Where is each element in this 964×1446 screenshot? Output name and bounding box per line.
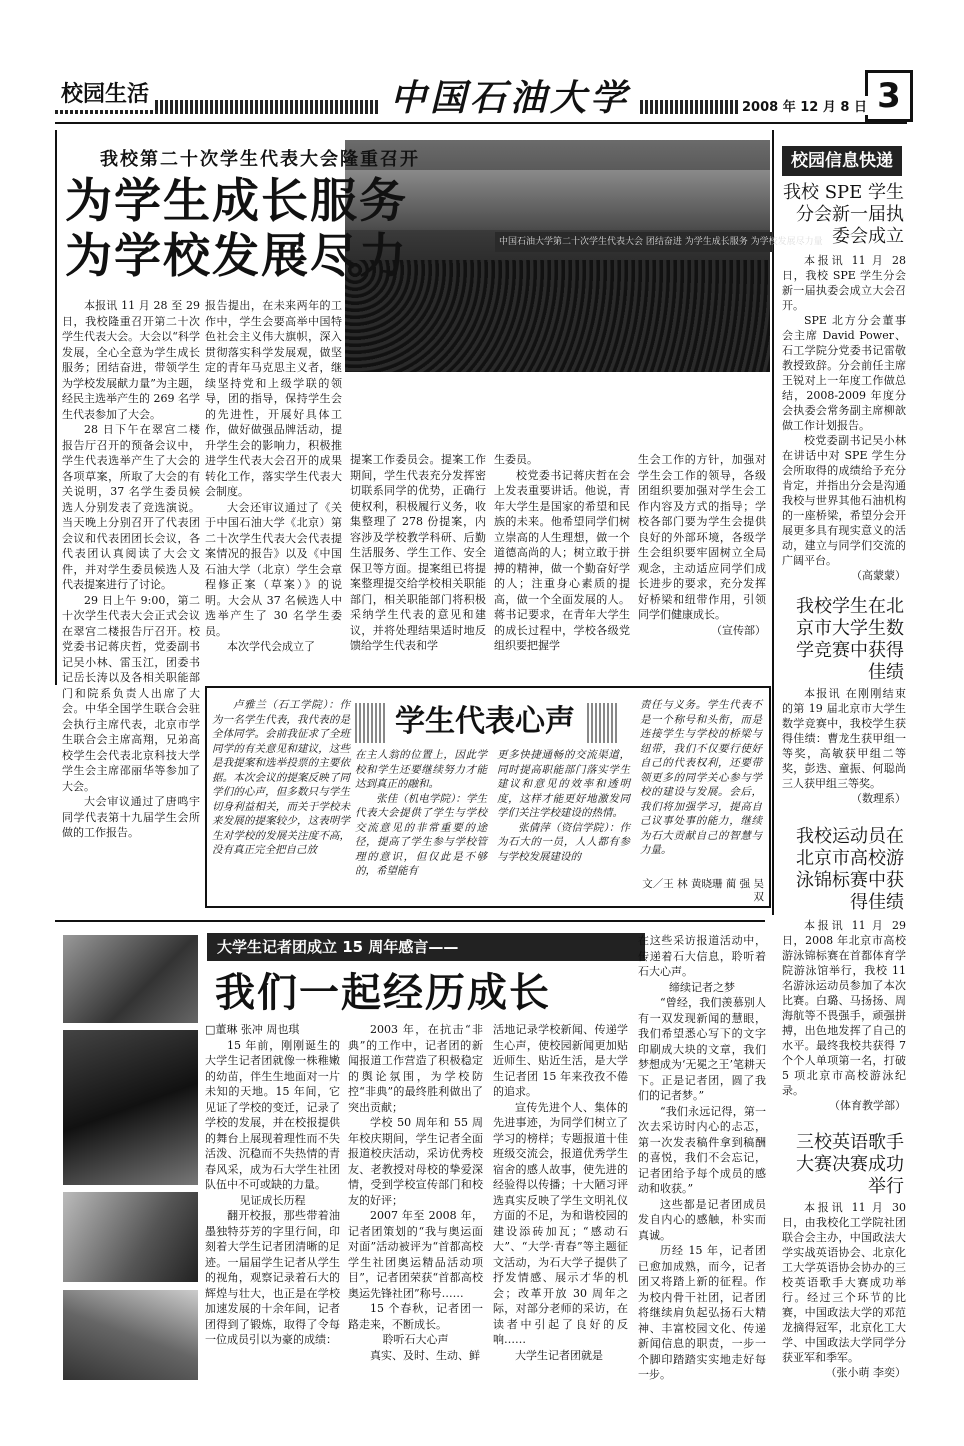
news-body xyxy=(782,253,906,588)
header-bottom-rule xyxy=(55,122,907,124)
news-paragraph: SPE 北方分会董事会主席 David Power、石工学院分党委书记雷敬教授致辞。分会前任主席王锐对上一年度工作做总结，2008-2009 年度分会执委会常务副主席柳歆做工作计划报告。 xyxy=(782,314,906,432)
news-paragraph: 本报讯 在刚刚结束的第 19 届北京市大学生数学竞赛中，我校学生获得佳绩：曹龙生获甲组一等奖，高敏获甲组二等奖，彭迭、童振、何聪尚三人获甲组三等奖。 xyxy=(782,687,906,790)
feature-paragraph: 活地记录学校新闻、传递学生心声，使校园新闻更加贴近师生、贴近生活，是大学生记者团 15 年来孜孜不倦的追求。 xyxy=(493,1023,628,1098)
news-title: 我校 SPE 学生分会新一届执委会成立 xyxy=(782,182,904,247)
lead-headline-1: 为学生成长服务 xyxy=(65,174,408,229)
lead-paragraph: 大会还审议通过了《关于中国石油大学《北京）第二十次学生代表大会代表提案情况的报告》以及《中国石油大学（北京）学生会章程修正案（草案）》的说明。大会从 37 名候选人中选举产生了 30 名学生委员。 xyxy=(205,500,342,638)
lead-left-border xyxy=(55,130,57,685)
lead-headline-2: 为学校发展尽力 xyxy=(65,229,408,284)
photo-banner: 中国石油大学第二十次学生代表大会 团结奋进 为学生成长服务 为学校发展尽力量 xyxy=(495,232,773,252)
feature-paragraph: 这些都是记者团成员发自内心的感触，朴实而真诚。 xyxy=(638,1197,766,1242)
section-tag: 校园生活 xyxy=(55,80,155,110)
voice-text: 张佳（机电学院）：学生代表大会提供了学生与学校交流意见的非常重要的途径，提高了学生参与学校管理的意识，但仅此是不够的，希望能有 xyxy=(355,792,487,877)
feature-paragraph: 在这些采访报道活动中，传递着石大信息，聆听着石大心声。 xyxy=(638,934,766,978)
feature-paragraph: 历经 15 年，记者团已愈加成熟，而今，记者团又将踏上新的征程。作为校内骨干社团，记者团将继续肩负起弘扬石大精神、丰富校园文化、传递新闻信息的职责，一步一个脚印踏踏实实地走好每一步。 xyxy=(638,1244,766,1381)
lead-paragraph: 校党委书记蒋庆哲在会上发表重要讲话。他说，青年大学生是国家的希望和民族的未来。他希望同学们树立崇高的人生理想，做一个道德高尚的人；树立敢于拼搏的精神，做一个勤奋好学的人；注重身心素质的提高，做一个全面发展的人。蒋书记要求，在青年大学生的成长过程中，学校各级党组织要把握学 xyxy=(494,468,630,652)
lead-kicker: 我校第二十次学生代表大会隆重召开 xyxy=(100,149,420,170)
lead-col-2 xyxy=(205,298,342,673)
voice-col-1 xyxy=(212,698,350,902)
feature-paragraph: 2007 年至 2008 年，记者团策划的“我与奥运面对面”活动被评为“首都高校学生社团奥运精品活动项目”，记者团荣获“首都高校奥运先锋社团”称号…… xyxy=(348,1209,483,1300)
voices-title: 学生代表心声 xyxy=(385,700,585,744)
news-paragraph: 本报讯 11 月 29 日，2008 年北京市高校游泳锦标赛在首都体育学院游泳馆举行，我校 11 名游泳运动员参加了本次比赛。白璐、马扬扬、周海航等不畏强手，顽强拼搏，出色地发挥了自己的水平。最终我校共获得 7 个个人单项第一名，打破 5 项北京市高校游泳纪录。 xyxy=(782,919,906,1097)
feature-paragraph: 宣传先进个人、集体的先进事迹，为同学们树立了学习的榜样；专题报道十佳班级交流会，报道优秀学生宿舍的感人故事，使先进的经验得以传播；十大陋习评选真实反映了学生文明礼仪方面的不足，为和谐校园的建设添砖加瓦；“感动石大”、“大学·青春”等主题征文活动，为石大学子提供了抒发情感、展示才华的机会；改革开放 30 周年之际，对部分老师的采访，在读者中引起了良好的反响…… xyxy=(493,1100,628,1346)
lead-paragraph: 生会工作的方针，加强对学生会工作的领导，各级团组织要加强对学生会工作内容及方式的指导；学校各部门要为学生会提供良好的外部环境，各级学生会组织要牢固树立全局观念，主动适应同学们成长进步的要求，充分发挥好桥梁和纽带作用，引领同学们健康成长。 xyxy=(638,453,766,621)
news-paragraph: 本报讯 11 月 30 日，由我校化工学院社团联合会主办，中国政法大学实战英语协会、北京化工大学英语协会协办的三校英语歌手大赛成功举行。经过三个环节的比赛，中国政法大学的邓范龙摘得冠军，北京化工大学、中国政法大学同学分获亚军和季军。 xyxy=(782,1201,906,1364)
feature-col-1 xyxy=(205,1022,340,1382)
lead-col-5 xyxy=(638,452,766,674)
feature-headline: 我们一起经历成长 xyxy=(215,969,551,1016)
feature-photo-4 xyxy=(63,1290,198,1380)
lead-col-1 xyxy=(62,298,200,898)
feature-col-2 xyxy=(348,1022,483,1382)
lead-col-3 xyxy=(350,452,486,674)
feature-subhead: 聆听石大心声 xyxy=(382,1333,449,1346)
feature-top-rule xyxy=(55,920,765,922)
feature-paragraph: “我们永远记得，第一次去采访时内心的忐忑，第一次发表稿件拿到稿酬的喜悦，我们不会忘记，记者团给予每个成员的感动和收获。” xyxy=(638,1104,766,1195)
lead-paragraph: 28 日下午在翠宫二楼报告厅召开的预备会议中，学生代表选举产生了大会的各项草案，所取了大会的有关说明，37 名学生委员候选人分别发表了竞选演说。当天晚上分别召开了代表团会议和代表团团长会议，各代表团认真阅读了大会文件，并对学生委员候选人及代表提案进行了讨论。 xyxy=(62,423,200,591)
feature-byline: □董琳 张冲 周也琪 xyxy=(205,1023,300,1036)
voice-col-3 xyxy=(497,748,630,902)
issue-date: 2008 年 12 月 8 日 xyxy=(738,96,871,115)
news-title: 三校英语歌手大赛决赛成功举行 xyxy=(796,1132,904,1197)
news-credit: （数理系） xyxy=(851,792,906,805)
feature-photo-3 xyxy=(63,1192,198,1282)
feature-paragraph: 15 年前，刚刚诞生的大学生记者团就像一株稚嫩的幼苗，伴生生地面对一片未知的天地。15 年间，它见证了学校的变迁，记录了学校的发展，并在校报提供的舞台上展现着理性而不失活泼、沉稳而不失热情的青春风采，成为石大学生社团队伍中不可或缺的力量。 xyxy=(205,1038,340,1191)
news-body xyxy=(782,686,906,814)
feature-bar: 大学生记者团成立 15 周年感言—— xyxy=(207,933,645,961)
feature-photo-2 xyxy=(63,1030,198,1185)
lead-paragraph: 提案工作委员会。提案工作期间，学生代表充分发挥密切联系同学的优势，正确行使权利，积极履行义务，收集整理了 278 份提案，内容涉及学校教学科研、后勤生活服务、学生工作、安全保卫等方面。提案组已将提案整理提交给学校相关职能部门，相关职能部门将积极采纳学生代表的意见和建议，并将处理结果适时地反馈给学生代表和学 xyxy=(350,453,486,652)
feature-paragraph: 翻开校报，那些带着油墨独特芬芳的字里行间，印刻着大学生记者团清晰的足迹。一届届学生记者从学生的视角，观察记录着石大的辉煌与壮大，也正是在学校加速发展的十余年间，记者团得到了锻炼，取得了令每一位成员引以为豪的成绩： xyxy=(205,1209,340,1346)
news-credit: （张小萌 李奕） xyxy=(825,1366,906,1379)
feature-paragraph: “曾经，我们羡慕别人有一双发现新闻的慧眼，我们希望悉心写下的文字印刷成大块的文章，我们梦想成为‘无冕之王’笔耕天下。正是记者团，圆了我们的记者梦。” xyxy=(638,996,766,1102)
feature-paragraph: 学校 50 周年和 55 周年校庆期间，学生记者全面报道校庆活动，采访优秀校友、老教授对母校的挚爱深情，受到学校宣传部门和校友的好评； xyxy=(348,1116,483,1207)
news-credit: （高蒙蒙） xyxy=(851,569,906,582)
voice-col-2 xyxy=(355,748,487,902)
feature-subhead: 缔续记者之梦 xyxy=(669,980,735,994)
feature-paragraph: 大学生记者团就是 xyxy=(515,1348,603,1362)
page-number: 3 xyxy=(865,70,913,122)
lead-paragraph: 报告提出，在未来两年的工作中，学生会要高举中国特色社会主义伟大旗帜，深入贯彻落实科学发展观，做坚定的青年马克思主义者，继续坚持党和上级学联的领导，团的指导，保持学生会的先进性，开展好具体工作，做好做强品牌活动，提升学生会的影响力，积极推进学生代表大会召开的成果转化工作，落实学生代表大会制度。 xyxy=(205,299,342,498)
voice-text: 在主人翁的位置上，因此学校和学生还要继续努力才能达到真正的融和。 xyxy=(355,749,487,790)
lead-paragraph: 29 日上午 9:00，第二十次学生代表大会正式会议在翠宫二楼报告厅召开。校党委书记蒋庆哲，党委副书记吴小林、雷玉江，团委书记岳长涛以及各相关职能部门和院系负责人出席了大会。中华全国学生联合会驻会执行主席代表，北京市学生联合会主席高翔，兄弟高校学生会代表北京科技大学学生会主席邵丽华等参加了大会。 xyxy=(62,593,200,793)
feature-paragraph: 真实、及时、生动、鲜 xyxy=(370,1348,480,1362)
feature-paragraph: 2003 年，在抗击“非典”的工作中，记者团的新闻报道工作营造了积极稳定的舆论氛围，为学校防控“非典”的最终胜利做出了突出贡献； xyxy=(348,1023,483,1114)
masthead: 中国石油大学 xyxy=(380,70,640,121)
lead-paragraph: 生委员。 xyxy=(494,453,538,466)
lead-credit: （宣传部） xyxy=(711,623,766,637)
lead-paragraph: 本次学代会成立了 xyxy=(227,640,315,653)
news-paragraph: 本报讯 11 月 28 日，我校 SPE 学生分会新一届执委会成立大会召开。 xyxy=(782,254,906,312)
voice-text: 责任与义务。学生代表不是一个称号和头衔，而是连接学生与学校的桥梁与纽带，我们不仅要行使好自己的代表权利，还要带领更多的同学关心参与学校的建设与发展。会后，我们将加强学习，提高自己议事处事的能力，继续为石大贡献自己的智慧与力量。 xyxy=(640,699,762,856)
feature-paragraph: 15 个春秋，记者团一路走来，不断成长。 xyxy=(348,1302,483,1331)
news-body xyxy=(782,918,906,1128)
news-body xyxy=(782,1200,906,1380)
feature-subhead: 见证成长历程 xyxy=(239,1193,306,1207)
voice-text: 更多快捷通畅的交流渠道，同时提高职能部门落实学生建议和意见的效率和透明度，这样才能更好地激发同学们关注学校建设的热情。 xyxy=(497,749,630,819)
lead-paragraph: 本报讯 11 月 28 至 29 日，我校隆重召开第二十次学生代表大会。大会以“科学发展，全心全意为学生成长服务；团结奋进，带领学生为学校发展献力量”为主题，经民主选举产生的 269 名学生代表参加了大会。 xyxy=(62,299,200,421)
news-credit: （体育教学部） xyxy=(829,1099,906,1112)
news-title: 我校学生在北京市大学生数学竞赛中获得佳绩 xyxy=(796,596,904,683)
sidebar-tag: 校园信息快递 xyxy=(782,146,902,176)
voice-col-4 xyxy=(640,698,762,876)
lead-col-4 xyxy=(494,452,630,674)
feature-col-3 xyxy=(493,1022,628,1382)
feature-photo-1 xyxy=(63,935,198,1023)
voices-credit: 文／王 林 黄晓珊 蔺 强 吴 双 xyxy=(642,878,764,903)
voice-text: 卢雅兰（石工学院）：作为一名学生代表，我代表的是全体同学。会前我征求了全班同学的有关意见和建议，这些是我提案和选举投票的主要依据。本次会议的提案反映了同学们的心声，但多数只与学生切身利益相关，而关于学校未来发展的提案较少，这表明学生对学校的发展关注度不高，没有真正完全把自己放 xyxy=(212,699,350,856)
voice-text: 张倩萍（资信学院）：作为石大的一员，人人都有参与学校发展建设的 xyxy=(497,821,630,863)
feature-col-4 xyxy=(638,933,766,1381)
lead-paragraph: 大会审议通过了唐鸣宇同学代表第十九届学生会所做的工作报告。 xyxy=(62,795,200,839)
news-title: 我校运动员在北京市高校游泳锦标赛中获得佳绩 xyxy=(796,826,904,913)
news-paragraph: 校党委副书记吴小林在讲话中对 SPE 学生分会所取得的成绩给予充分肯定，并指出分会是沟通我校与世界其他石油机构的一座桥梁，希望分会开展更多具有现实意义的活动，建立与同学们交流的广阔平台。 xyxy=(782,434,906,567)
